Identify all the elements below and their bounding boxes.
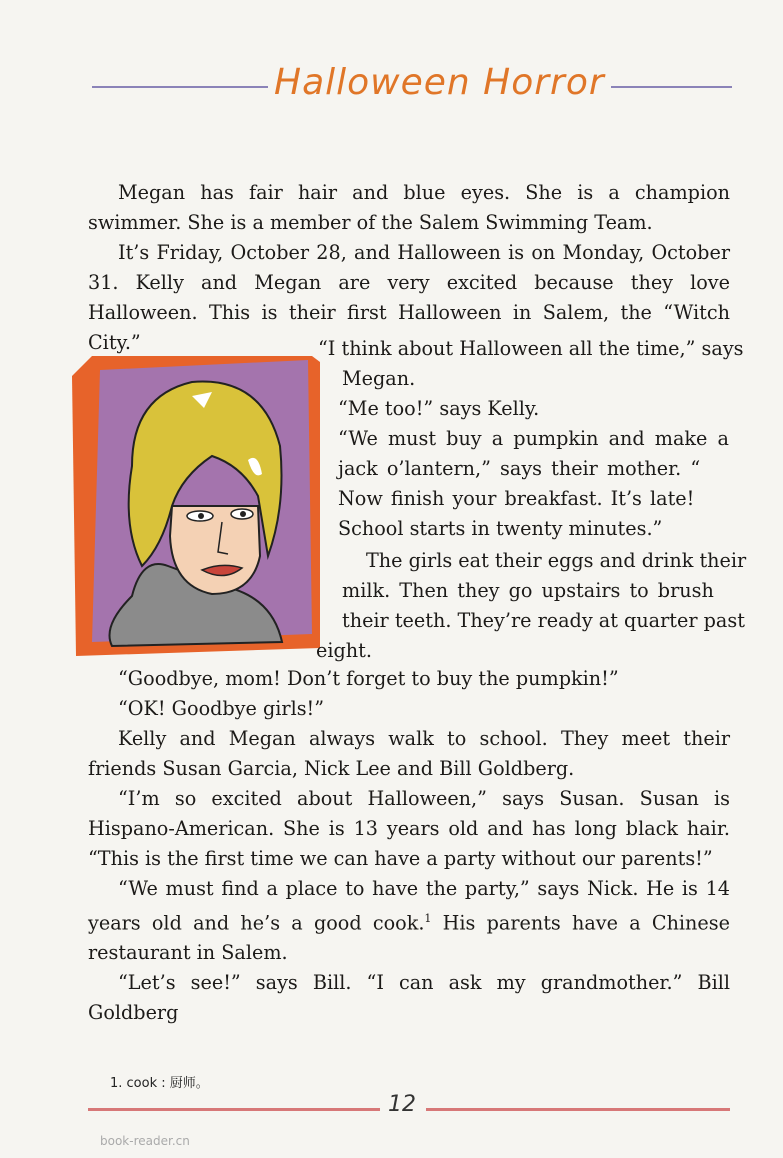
paragraph-text: His parents have a Chinese restaurant in Salem.	[88, 911, 730, 965]
wrapped-line: jack o’lantern,” says their mother. “	[338, 457, 701, 480]
wrapped-line: The girls eat their eggs and drink their	[366, 549, 747, 572]
footer-rule-right	[426, 1108, 730, 1111]
paragraph: “OK! Goodbye girls!”	[118, 697, 325, 720]
paragraph: It’s Friday, October 28, and Halloween is on Monday, October 31. Kelly and Megan are very excited because they love Halloween. This is their first Halloween in Salem, the “Witch City.”	[88, 241, 730, 354]
megan-illustration	[72, 356, 320, 656]
wrapped-line: School starts in twenty minutes.”	[338, 517, 663, 540]
page-number: 12	[380, 1092, 424, 1117]
wrapped-line: milk. Then they go upstairs to brush	[342, 579, 714, 602]
paragraph-text: “We must find a place to have the party,” says Nick. He is 14 years old and he’s a good cook.	[88, 877, 730, 935]
paragraph: “Goodbye, mom! Don’t forget to buy the pumpkin!”	[118, 667, 619, 690]
text-block-bottom	[88, 664, 730, 1028]
wrapped-line: Now finish your breakfast. It’s late!	[338, 487, 695, 510]
paragraph: Megan has fair hair and blue eyes. She is a champion swimmer. She is a member of the Salem Swimming Team.	[88, 181, 730, 234]
paragraph	[88, 874, 730, 968]
watermark: book-reader.cn	[100, 1134, 190, 1148]
wrapped-line: eight.	[316, 639, 372, 662]
wrapped-line: Megan.	[342, 367, 416, 390]
wrapped-line: “Me too!” says Kelly.	[338, 397, 540, 420]
footer-rule-left	[88, 1108, 380, 1111]
paragraph: “Let’s see!” says Bill. “I can ask my grandmother.” Bill Goldberg	[88, 971, 730, 1025]
wrapped-line: “I think about Halloween all the time,” says	[318, 337, 744, 360]
footnote: 1. cook : 厨师。	[110, 1076, 209, 1091]
wrapped-line: their teeth. They’re ready at quarter past	[342, 609, 745, 632]
text-block-top	[88, 178, 730, 358]
paragraph: “I’m so excited about Halloween,” says Susan. Susan is Hispano-American. She is 13 years old and has long black hair. “This is the first time we can have a party without our parents!”	[88, 787, 730, 870]
footnote-marker: 1	[424, 912, 432, 925]
wrapped-line: “We must buy a pumpkin and make a	[338, 427, 729, 450]
paragraph: Kelly and Megan always walk to school. They meet their friends Susan Garcia, Nick Lee and Bill Goldberg.	[88, 727, 730, 780]
page-title: Halloween Horror	[268, 58, 611, 108]
